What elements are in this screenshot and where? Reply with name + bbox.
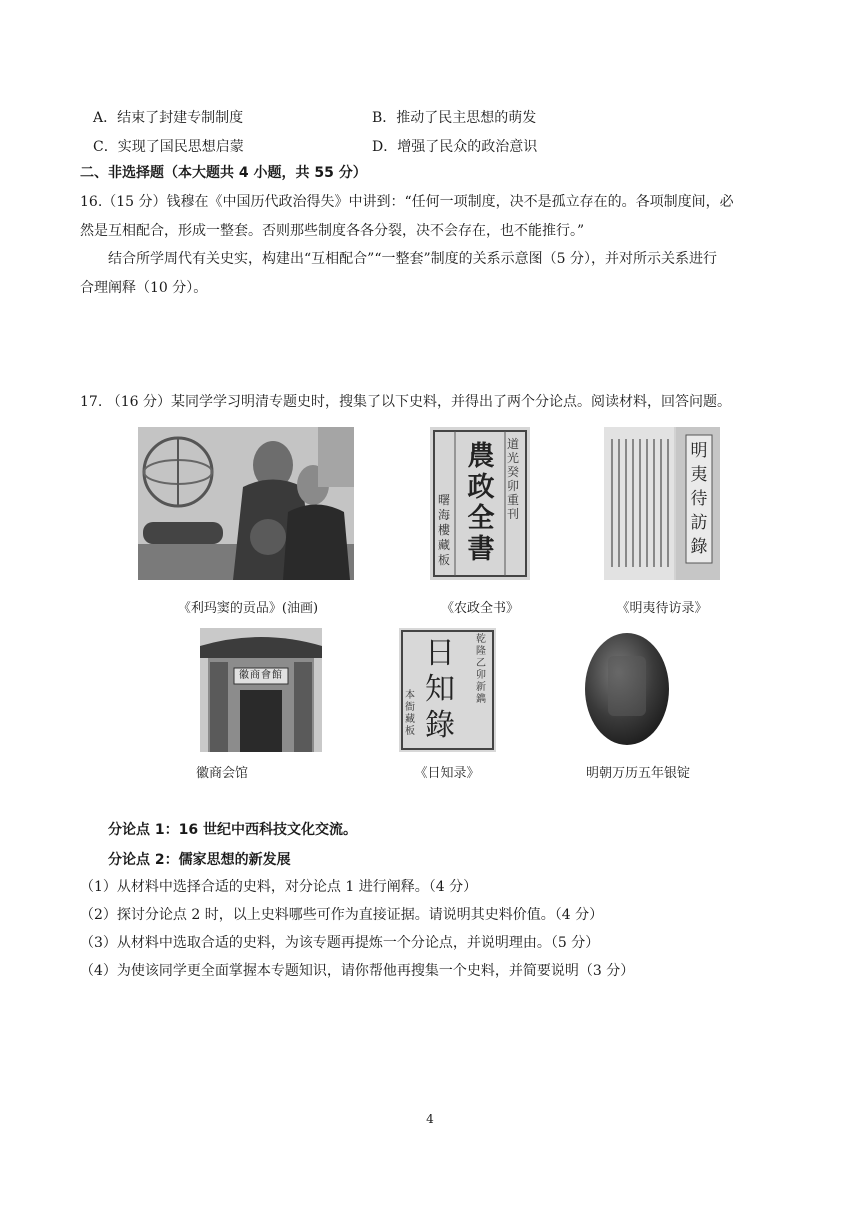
option-d: D．增强了民众的政治意识: [372, 139, 538, 155]
q16-line2: 然是互相配合，形成一整套。否则那些制度各各分裂，决不会存在，也不能推行。”: [80, 223, 585, 239]
caption-mingyi: 《明夷待访录》: [616, 601, 708, 616]
matteo-ricci-painting: [138, 427, 354, 580]
caption-matteo: 《利玛窦的贡品》(油画): [177, 601, 319, 616]
caption-silver: 明朝万历五年银锭: [586, 766, 691, 781]
silver-ingot-photo: [578, 628, 676, 750]
caption-rizhi: 《日知录》: [414, 766, 480, 781]
nongzheng-side2: 曙海樓藏板: [438, 493, 451, 567]
mingyi-title: 明夷待訪錄: [690, 441, 708, 557]
q16-line1: 16.（15 分）钱穆在《中国历代政治得失》中讲到：“任何一项制度，决不是孤立存在的。各项制度间，必: [80, 194, 734, 210]
nongzheng-side1: 道光癸卯重刊: [507, 437, 520, 521]
page-number: 4: [426, 1112, 434, 1126]
rizhi-title: 日知錄: [425, 636, 455, 743]
q17-sub2: （2）探讨分论点 2 时，以上史料哪些可作为直接证据。请说明其史料价值。（4 分）: [80, 907, 604, 923]
q16-line3: 结合所学周代有关史实，构建出“互相配合”“一整套”制度的关系示意图（5 分），并对所示关系进行: [108, 251, 717, 267]
huishang-plaque: 徽商會館: [239, 670, 283, 681]
rizhi-side1: 乾隆乙卯新鐫: [476, 634, 486, 705]
point-1: 分论点 1：16 世纪中西科技文化交流。: [108, 822, 357, 838]
option-b: B．推动了民主思想的萌发: [372, 110, 537, 126]
nongzheng-quanshu-cover: [430, 427, 530, 580]
rizhi-lu-cover: [399, 628, 496, 752]
q17-sub1: （1）从材料中选择合适的史料，对分论点 1 进行阐释。（4 分）: [80, 879, 478, 895]
option-c: C．实现了国民思想启蒙: [93, 139, 244, 155]
caption-nongzheng: 《农政全书》: [440, 601, 519, 616]
q17-intro: 17. （16 分）某同学学习明清专题史时，搜集了以下史料，并得出了两个分论点。阅读材料，回答问题。: [80, 394, 731, 410]
huishang-guild-hall-photo: [200, 628, 322, 752]
q16-line4: 合理阐释（10 分）。: [80, 280, 208, 296]
q17-sub3: （3）从材料中选取合适的史料，为该专题再提炼一个分论点，并说明理由。（5 分）: [80, 935, 600, 951]
q17-sub4: （4）为使该同学更全面掌握本专题知识，请你帮他再搜集一个史料，并简要说明（3 分）: [80, 963, 635, 979]
mingyi-daifang-lu-cover: [604, 427, 720, 580]
option-a: A．结束了封建专制制度: [93, 110, 244, 126]
point-2: 分论点 2：儒家思想的新发展: [108, 852, 291, 868]
rizhi-side2: 本衙藏板: [405, 690, 415, 737]
section-heading: 二、非选择题（本大题共 4 小题，共 55 分）: [80, 165, 367, 181]
caption-huishang: 徽商会馆: [196, 766, 249, 781]
nongzheng-title: 農政全書: [467, 441, 495, 565]
